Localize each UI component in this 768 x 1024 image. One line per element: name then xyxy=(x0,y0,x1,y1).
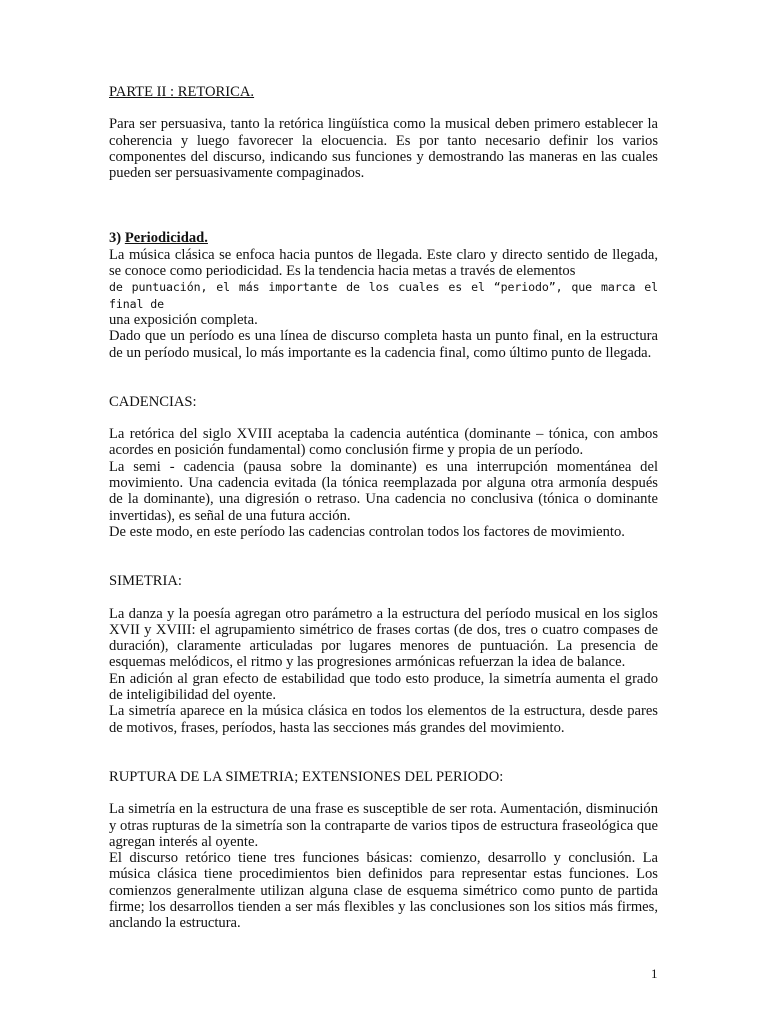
section-3-paragraph-1c: una exposición completa. xyxy=(109,311,258,328)
document-body xyxy=(109,84,658,932)
page-number: 1 xyxy=(651,966,658,981)
section-3-number: 3) xyxy=(109,230,125,247)
cadencias-paragraph-2: La semi - cadencia (pausa sobre la dominante) es una interrupción momentánea del movimiento. Una cadencia evitada (la tónica reemplazada por alguna otra armonía después de la dominante), una digresión o retraso. Una cadencia no conclusiva (tónica o dominante invertidas), es señal de una futura acción. xyxy=(109,458,658,524)
section-3-paragraph-1b: de puntuación, el más importante de los cuales es el “periodo”, que marca el final de xyxy=(109,280,658,311)
ruptura-paragraph-1: La simetría en la estructura de una frase es susceptible de ser rota. Aumentación, disminución y otras rupturas de la simetría son la contraparte de varios tipos de estructura fraseológica que agregan interés al oyente. xyxy=(109,801,658,850)
section-3-paragraph-1a: La música clásica se enfoca hacia puntos de llegada. Este claro y directo sentido de llegada, se conoce como periodicidad. Es la tendencia hacia metas a través de elementos xyxy=(109,246,658,280)
simetria-heading: SIMETRIA: xyxy=(109,573,182,590)
ruptura-paragraph-2: El discurso retórico tiene tres funciones básicas: comienzo, desarrollo y conclusión. La música clásica tiene procedimientos bien definidos para representar estas funciones. Los comienzos generalmente utilizan alguna clase de esquema simétrico como punto de partida firme; los desarrollos tienden a ser más flexibles y las conclusiones son los sitios más firmes, anclando la estructura. xyxy=(109,850,658,932)
section-3-title: Periodicidad. xyxy=(124,230,208,247)
cadencias-heading: CADENCIAS: xyxy=(109,393,197,410)
simetria-paragraph-3: La simetría aparece en la música clásica en todos los elementos de la estructura, desde pares de motivos, frases, períodos, hasta las secciones más grandes del movimiento. xyxy=(109,703,658,736)
simetria-paragraph-2: En adición al gran efecto de estabilidad que todo esto produce, la simetría aumenta el grado de inteligibilidad del oyente. xyxy=(109,670,658,704)
ruptura-heading: RUPTURA DE LA SIMETRIA; EXTENSIONES DEL PERIODO: xyxy=(109,768,504,785)
document-title: PARTE II : RETORICA. xyxy=(109,84,255,100)
simetria-paragraph-1: La danza y la poesía agregan otro parámetro a la estructura del período musical en los siglos XVII y XVIII: el agrupamiento simétrico de frases cortas (de dos, tres o cuatro compases de duración), claramente articuladas por lugares menores de puntuación. La presencia de esquemas melódicos, el ritmo y las progresiones armónicas refuerzan la idea de balance. xyxy=(109,605,658,671)
cadencias-paragraph-1: La retórica del siglo XVIII aceptaba la cadencia auténtica (dominante – tónica, con ambos acordes en posición fundamental) como conclusión firme y propia de un período. xyxy=(109,426,658,459)
cadencias-paragraph-3: De este modo, en este período las cadencias controlan todos los factores de movimiento. xyxy=(109,523,625,540)
section-3-paragraph-2: Dado que un período es una línea de discurso completa hasta un punto final, en la estructura de un período musical, lo más importante es la cadencia final, como último punto de llegada. xyxy=(109,328,658,361)
section-3-heading xyxy=(109,230,658,246)
intro-paragraph: Para ser persuasiva, tanto la retórica lingüística como la musical deben primero establecer la coherencia y luego favorecer la elocuencia. Es por tanto necesario definir los varios componentes del discurso, indicando sus funciones y demostrando las maneras en las cuales pueden ser persuasivamente compaginados. xyxy=(109,116,658,182)
